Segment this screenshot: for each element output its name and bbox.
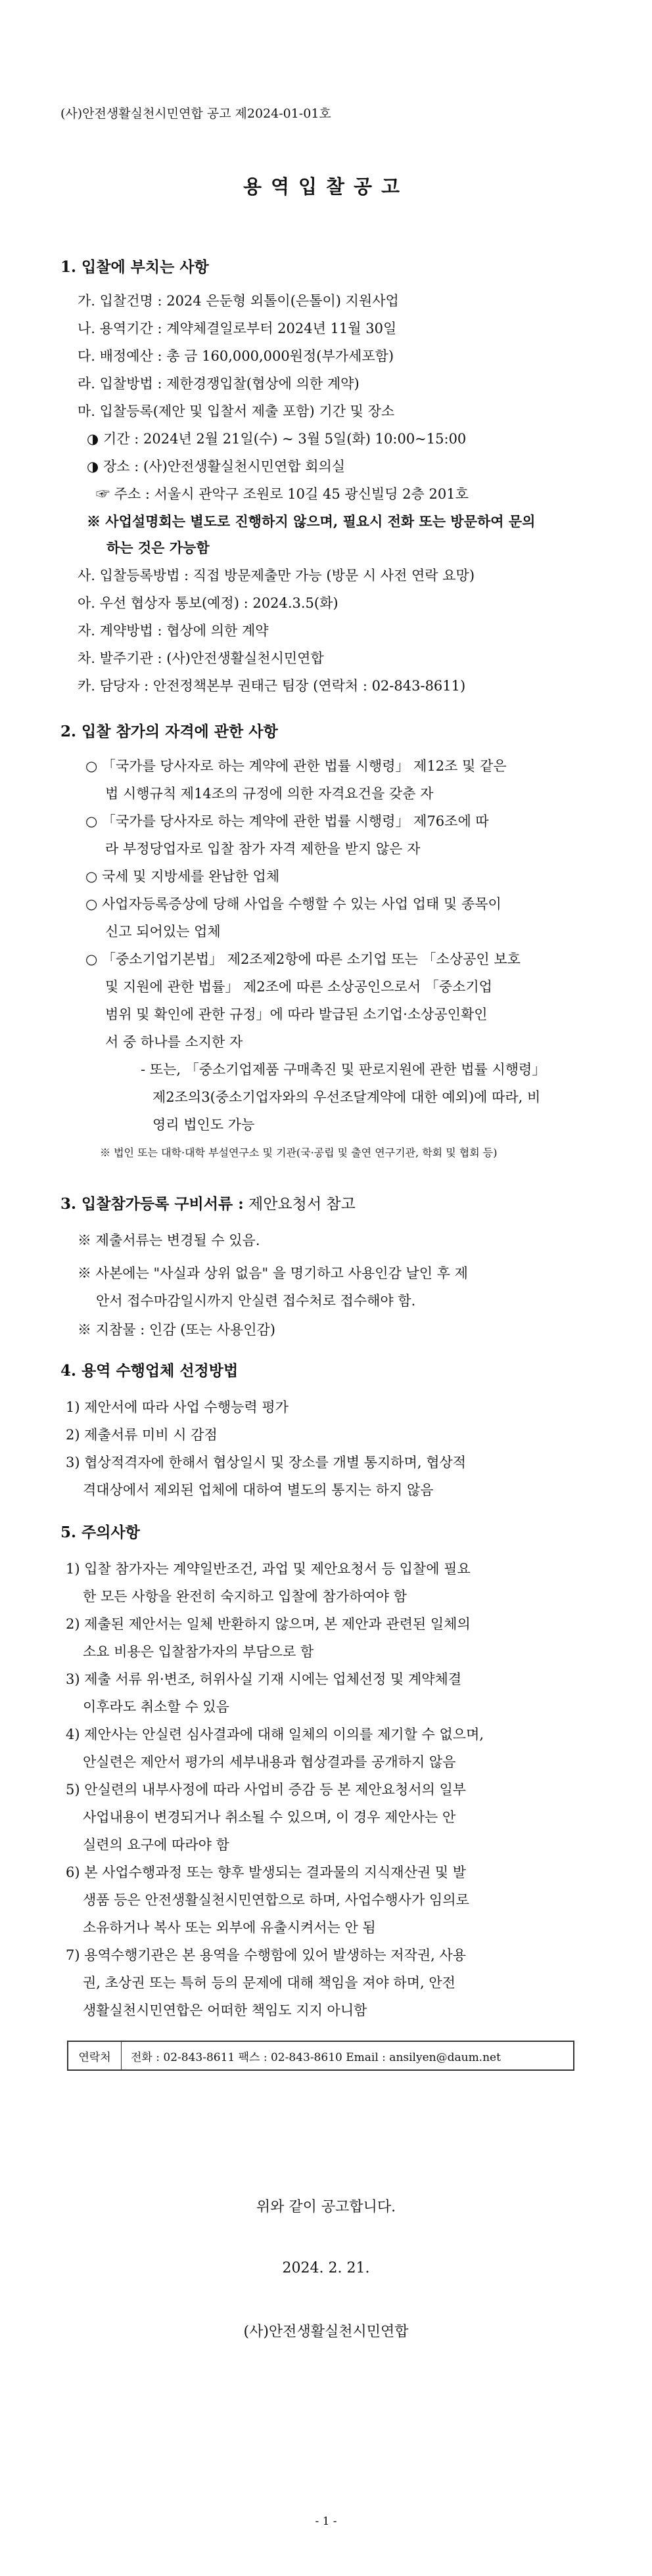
- contact-value: 전화 : 02-843-8611 팩스 : 02-843-8610 Email : ansilyen@daum.net: [131, 2050, 501, 2064]
- qual-4a: ○ 사업자등록증상에 당해 사업을 수행할 수 있는 사업 업태 및 종목이: [85, 896, 501, 912]
- qual-5d: 서 중 하나를 소지한 자: [105, 1034, 243, 1050]
- sub-period: ◑ 기간 : 2024년 2월 21일(수) ~ 3월 5일(화) 10:00~15:00: [87, 431, 467, 447]
- caution-5c-visible: 실련의 요구에 따라야 함: [83, 1837, 229, 1853]
- section-4-heading: 4. 용역 수행업체 선정방법: [60, 1362, 239, 1380]
- qual-1a: ○ 「국가를 당사자로 하는 계약에 관한 법률 시행령」 제12조 및 같은: [85, 758, 507, 774]
- caution-6c: 소유하거나 복사 또는 외부에 유출시켜서는 안 됨: [83, 1920, 376, 1935]
- contact-label: 연락처: [68, 2042, 122, 2069]
- document-reference: (사)안전생활실천시민연합 공고 제2024-01-01호: [60, 106, 331, 121]
- page-number: - 1 -: [315, 2515, 337, 2528]
- doc-note-3: ※ 지참물 : 인감 (또는 사용인감): [78, 1322, 275, 1338]
- section-3-heading-tail: 제안요청서 참고: [243, 1196, 356, 1213]
- closing-organization: (사)안전생활실천시민연합: [243, 2324, 409, 2340]
- caution-6b: 생품 등은 안전생활실천시민연합으로 하며, 사업수행사가 임의로: [83, 1892, 469, 1908]
- item-ga: 가. 입찰건명 : 2024 은둔형 외톨이(은톨이) 지원사업: [78, 293, 399, 309]
- qual-2b: 라 부정당업자로 입찰 참가 자격 제한을 받지 않은 자: [105, 841, 421, 857]
- qual-5b: 및 지원에 관한 법률」 제2조에 따른 소상공인으로서 「중소기업: [105, 979, 492, 995]
- caution-3b: 이후라도 취소할 수 있음: [83, 1699, 229, 1715]
- section-3-heading-label: 3. 입찰참가등록 구비서류 :: [60, 1195, 244, 1213]
- item-ja: 자. 계약방법 : 협상에 의한 계약: [78, 623, 269, 639]
- item-ma: 마. 입찰등록(제안 및 입찰서 제출 포함) 기간 및 장소: [78, 403, 395, 419]
- caution-7a: 7) 용역수행기관은 본 용역을 수행함에 있어 발생하는 저작권, 사용: [66, 1947, 467, 1963]
- document-title: 용역입찰공고: [243, 175, 409, 198]
- caution-1a: 1) 입찰 참가자는 계약일반조건, 과업 및 제안요청서 등 입찰에 필요: [66, 1561, 471, 1577]
- caution-1b: 한 모든 사항을 완전히 숙지하고 입찰에 참가하여야 함: [83, 1589, 408, 1604]
- item-na: 나. 용역기간 : 계약체결일로부터 2024년 11월 30일: [78, 321, 397, 336]
- item-ra: 라. 입찰방법 : 제한경쟁입찰(협상에 의한 계약): [78, 376, 360, 392]
- item-da: 다. 배정예산 : 총 금 160,000,000원정(부가세포함): [78, 348, 394, 364]
- caution-7c: 생활실천시민연합은 어떠한 책임도 지지 아니함: [83, 2002, 367, 2018]
- doc-note-2b: 안서 접수마감일시까지 안실련 접수처로 접수해야 함.: [96, 1293, 416, 1309]
- sub-place: ◑ 장소 : (사)안전생활실천시민연합 회의실: [87, 459, 346, 474]
- closing-announcement: 위와 같이 공고합니다.: [256, 2199, 396, 2215]
- contact-box: [67, 2041, 574, 2071]
- caution-3a: 3) 제출 서류 위·변조, 허위사실 기재 시에는 업체선정 및 계약체결: [66, 1671, 462, 1687]
- method-1: 1) 제안서에 따라 사업 수행능력 평가: [66, 1399, 289, 1415]
- item-cha: 차. 발주기관 : (사)안전생활실천시민연합: [78, 650, 324, 666]
- qual-6a: - 또는, 「중소기업제품 구매촉진 및 판로지원에 관한 법률 시행령」: [141, 1062, 546, 1077]
- caution-2a: 2) 제출된 제안서는 일체 반환하지 않으며, 본 제안과 관련된 일체의: [66, 1616, 471, 1632]
- method-3b: 격대상에서 제외된 업체에 대하여 별도의 통지는 하지 않음: [83, 1482, 434, 1498]
- item-a: 아. 우선 협상자 통보(예정) : 2024.3.5(화): [78, 595, 338, 611]
- caution-4a: 4) 제안사는 안실련 심사결과에 대해 일체의 이의를 제기할 수 없으며,: [66, 1727, 484, 1742]
- qual-5a: ○ 「중소기업기본법」 제2조제2항에 따른 소기업 또는 「소상공인 보호: [85, 951, 521, 967]
- note-briefing-2: 하는 것은 가능함: [106, 539, 210, 556]
- section-2-heading: 2. 입찰 참가의 자격에 관한 사항: [60, 723, 278, 740]
- qual-3: ○ 국세 및 지방세를 완납한 업체: [85, 869, 280, 884]
- caution-5b: 사업내용이 변경되거나 취소될 수 있으며, 이 경우 제안사는 안: [83, 1809, 456, 1825]
- qual-4b: 신고 되어있는 업체: [105, 924, 221, 939]
- qual-1b: 법 시행규칙 제14조의 규정에 의한 자격요건을 갖춘 자: [105, 786, 434, 802]
- qual-6c: 영리 법인도 가능: [152, 1117, 255, 1133]
- caution-4b: 안실련은 제안서 평가의 세부내용과 협상결과를 공개하지 않음: [83, 1754, 456, 1770]
- method-2: 2) 제출서류 미비 시 감점: [66, 1427, 218, 1443]
- qual-footnote: ※ 법인 또는 대학·대학 부설연구소 및 기관(국·공립 및 출연 연구기관, 학회 및 협회 등): [100, 1146, 498, 1159]
- item-sa: 사. 입찰등록방법 : 직접 방문제출만 가능 (방문 시 사전 연락 요망): [78, 568, 475, 583]
- caution-5a: 5) 안실련의 내부사정에 따라 사업비 증감 등 본 제안요청서의 일부: [66, 1782, 467, 1797]
- note-briefing-1: ※ 사업설명회는 별도로 진행하지 않으며, 필요시 전화 또는 방문하여 문의: [87, 513, 536, 530]
- section-5-heading: 5. 주의사항: [60, 1524, 140, 1541]
- section-1-heading: 1. 입찰에 부치는 사항: [60, 258, 209, 276]
- method-3a: 3) 협상적격자에 한해서 협상일시 및 장소를 개별 통지하며, 협상적: [66, 1455, 467, 1470]
- doc-note-2a: ※ 사본에는 "사실과 상위 없음" 을 명기하고 사용인감 날인 후 제: [78, 1265, 468, 1281]
- closing-date: 2024. 2. 21.: [282, 2260, 370, 2276]
- qual-2a: ○ 「국가를 당사자로 하는 계약에 관한 법률 시행령」 제76조에 따: [85, 813, 489, 829]
- section-3-heading: [60, 1192, 356, 1213]
- item-ka: 카. 담당자 : 안전정책본부 권태근 팀장 (연락처 : 02-843-8611): [78, 678, 466, 694]
- qual-6b: 제2조의3(중소기업자와의 우선조달계약에 대한 예외)에 따라, 비: [152, 1089, 541, 1105]
- qual-5c: 범위 및 확인에 관한 규정」에 따라 발급된 소기업·소상공인확인: [105, 1006, 488, 1022]
- sub-address: ☞ 주소 : 서울시 관악구 조원로 10길 45 광신빌딩 2층 201호: [96, 486, 469, 502]
- caution-2b: 소요 비용은 입찰참가자의 부담으로 함: [83, 1644, 314, 1660]
- caution-7b: 권, 초상권 또는 특허 등의 문제에 대해 책임을 져야 하며, 안전: [83, 1975, 455, 1991]
- doc-note-1: ※ 제출서류는 변경될 수 있음.: [78, 1232, 260, 1248]
- caution-6a: 6) 본 사업수행과정 또는 향후 발생되는 결과물의 지식재산권 및 발: [66, 1864, 467, 1880]
